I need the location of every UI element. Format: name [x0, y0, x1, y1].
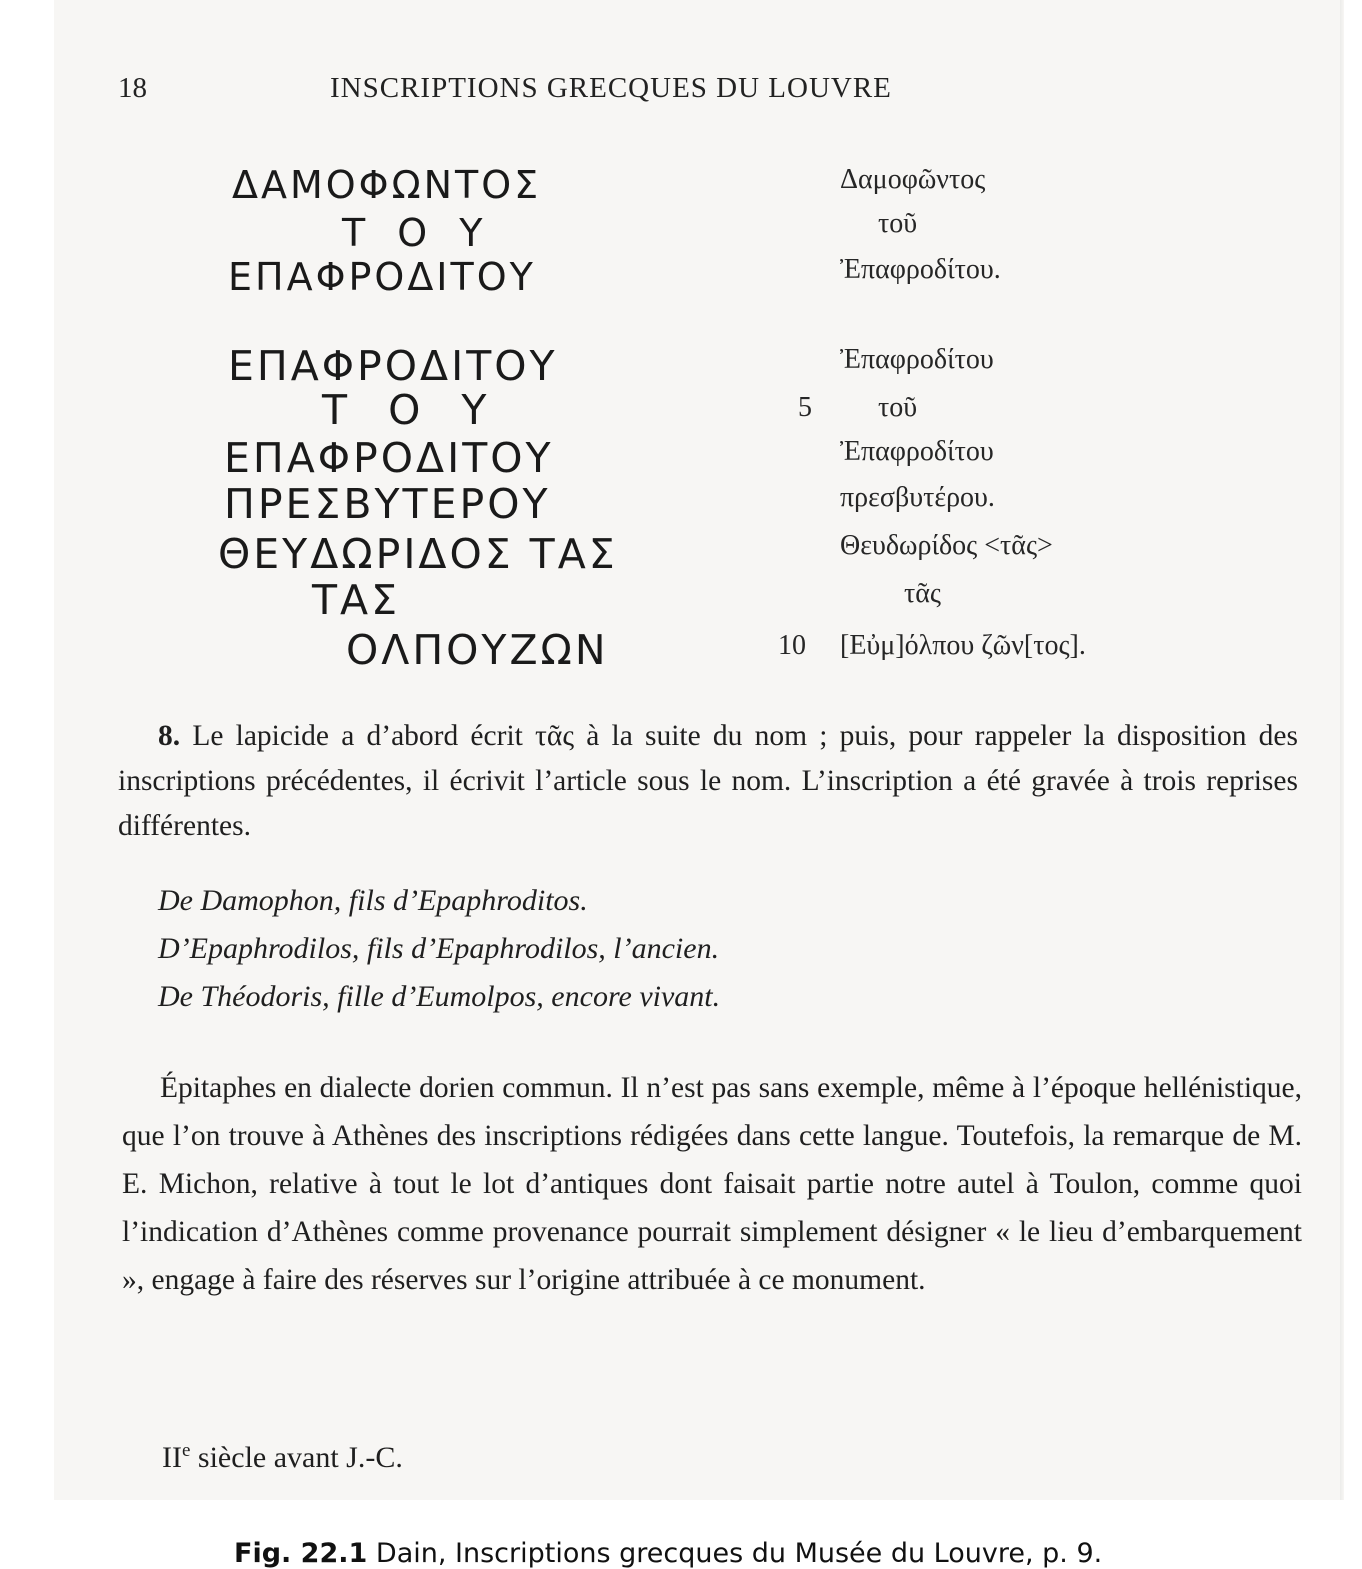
translation-line-3: De Théodoris, fille d’Eumolpos, encore vivant. [158, 980, 721, 1013]
transcription-line-7: πρεσβυτέρου. [840, 482, 995, 513]
line-number-10: 10 [778, 630, 806, 661]
note-text: Le lapicide a d’abord écrit τᾶς à la suite du nom ; puis, pour rappeler la disposition des inscriptions précédentes, il écrivit l’article sous le nom. L’inscription a été gravée à trois reprises différentes. [118, 720, 1299, 842]
inscription-line-6: ΕΠΑΦΡΟΔΙΤΟΥ [224, 434, 554, 482]
running-title: INSCRIPTIONS GRECQUES DU LOUVRE [330, 72, 892, 104]
date-century-suffix: e [181, 1440, 191, 1461]
transcription-line-10: [Εὐμ]όλπου ζῶν[τος]. [840, 630, 1086, 661]
inscription-line-2: Τ Ο Υ [342, 211, 493, 255]
inscription-line-8: ΘΕΥΔΩΡΙΔΟΣ ΤΑΣ [218, 530, 618, 578]
scan-edge-shadow [1340, 0, 1344, 1500]
date-line [162, 1440, 403, 1475]
figure-label: Fig. 22.1 [234, 1538, 368, 1569]
transcription-line-2: τοῦ [878, 208, 918, 239]
transcription-line-6: Ἐπαφροδίτου [840, 436, 994, 467]
date-century: II [162, 1441, 182, 1474]
translation-line-1: De Damophon, fils d’Epaphroditos. [158, 884, 588, 917]
inscription-line-7: ΠΡΕΣΒΥΤΕΡΟΥ [224, 480, 551, 528]
transcription-line-8: Θευδωρίδος <τᾶς> [840, 530, 1053, 561]
figure-caption [234, 1538, 1234, 1569]
inscription-line-9: ΤΑΣ [312, 576, 400, 624]
transcription-line-1: Δαμοφῶντος [840, 164, 986, 195]
inscription-line-4: ΕΠΑΦΡΟΔΙΤΟΥ [228, 342, 558, 390]
inscription-line-10: ΟΛΠΟΥΖΩΝ [346, 626, 609, 674]
transcription-line-5: τοῦ [878, 392, 918, 423]
transcription-line-4: Ἐπαφροδίτου [840, 344, 994, 375]
note-number: 8. [158, 720, 181, 752]
transcription-line-3: Ἐπαφροδίτου. [840, 254, 1001, 285]
commentary-paragraph: Épitaphes en dialecte dorien commun. Il n’est pas sans exemple, même à l’époque hellénistique, que l’on trouve à Athènes des inscriptions rédigées dans cette langue. Toutefois, la remarque de M. E. Michon, relative à tout le lot d’antiques dont faisait partie notre autel à Toulon, comme quoi l’indication d’Athènes comme provenance pourrait simplement désigner « le lieu d’embarquement », engage à faire des réserves sur l’origine attribuée à ce monument. [122, 1072, 1302, 1296]
translation-line-2: D’Epaphrodilos, fils d’Epaphrodilos, l’ancien. [158, 932, 720, 965]
page-number: 18 [118, 72, 147, 104]
inscription-line-5: Τ Ο Υ [322, 386, 501, 434]
figure-caption-text: Dain, Inscriptions grecques du Musée du Louvre, p. 9. [375, 1538, 1103, 1569]
line-number-5: 5 [798, 392, 812, 423]
inscription-line-1: ΔΑΜΟΦΩΝΤΟΣ [232, 163, 542, 207]
transcription-line-9: τᾶς [904, 578, 942, 609]
date-text: siècle avant J.-C. [197, 1441, 403, 1474]
note-paragraph [118, 714, 1298, 849]
inscription-line-3: ΕΠΑΦΡΟΔΙΤΟΥ [228, 255, 536, 299]
